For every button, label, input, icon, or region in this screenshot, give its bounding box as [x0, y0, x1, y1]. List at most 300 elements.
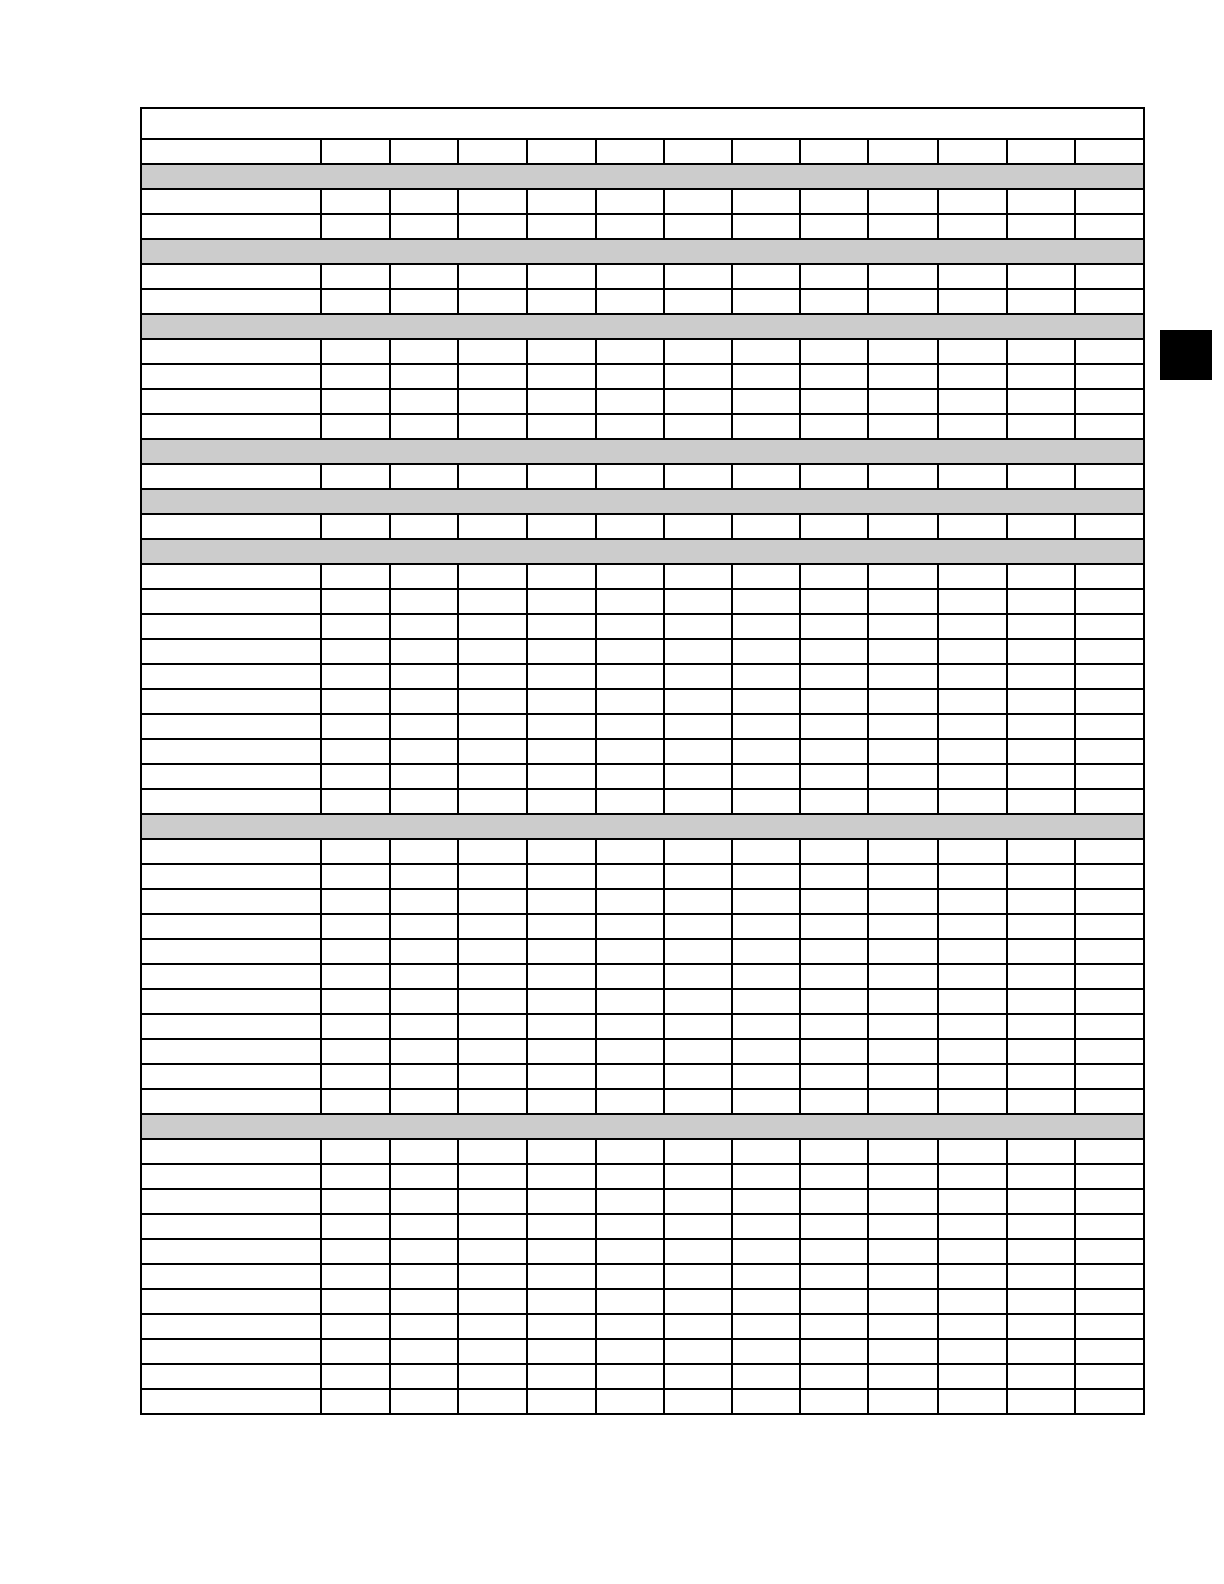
- row-label-cell: [141, 1339, 321, 1364]
- table-cell: [390, 1139, 458, 1164]
- table-cell: [938, 1264, 1007, 1289]
- table-cell: [1075, 1164, 1144, 1189]
- table-cell: [664, 864, 731, 889]
- table-cell: [938, 264, 1007, 289]
- table-cell: [868, 889, 937, 914]
- table-cell: [390, 1189, 458, 1214]
- table-cell: [458, 764, 526, 789]
- table-cell: [1007, 464, 1075, 489]
- row-label-cell: [141, 339, 321, 364]
- table-cell: [596, 764, 664, 789]
- row-label-cell: [141, 789, 321, 814]
- row-label-cell: [141, 464, 321, 489]
- table-cell: [868, 789, 937, 814]
- row-label-cell: [141, 939, 321, 964]
- table-cell: [321, 989, 389, 1014]
- table-cell: [664, 1214, 731, 1239]
- table-cell: [664, 689, 731, 714]
- table-cell: [1007, 914, 1075, 939]
- table-row: [141, 589, 1144, 614]
- table-cell: [938, 689, 1007, 714]
- table-row: [141, 1364, 1144, 1389]
- table-cell: [458, 464, 526, 489]
- table-cell: [1075, 839, 1144, 864]
- table-cell: [1007, 864, 1075, 889]
- table-cell: [596, 614, 664, 639]
- table-cell: [1007, 564, 1075, 589]
- table-cell: [527, 464, 596, 489]
- table-cell: [868, 364, 937, 389]
- table-cell: [868, 1089, 937, 1114]
- table-cell: [868, 614, 937, 639]
- table-cell: [868, 1039, 937, 1064]
- table-cell: [458, 589, 526, 614]
- table-cell: [664, 1189, 731, 1214]
- table-cell: [800, 664, 868, 689]
- row-label-cell: [141, 1039, 321, 1064]
- table-cell: [800, 1139, 868, 1164]
- table-cell: [1007, 1314, 1075, 1339]
- table-cell: [1007, 1139, 1075, 1164]
- table-row: [141, 839, 1144, 864]
- table-cell: [458, 614, 526, 639]
- table-cell: [1075, 1189, 1144, 1214]
- table-cell: [321, 389, 389, 414]
- table-row: [141, 389, 1144, 414]
- table-cell: [938, 589, 1007, 614]
- table-row: [141, 689, 1144, 714]
- table-cell: [1007, 839, 1075, 864]
- table-cell: [596, 1164, 664, 1189]
- table-cell: [868, 1164, 937, 1189]
- table-cell: [868, 564, 937, 589]
- table-cell: [732, 1039, 800, 1064]
- table-cell: [390, 1039, 458, 1064]
- table-row: [141, 1014, 1144, 1039]
- table-cell: [938, 939, 1007, 964]
- table-cell: [1075, 789, 1144, 814]
- section-band-cell: [141, 814, 1144, 839]
- table-cell: [938, 1089, 1007, 1114]
- table-row: [141, 1339, 1144, 1364]
- table-row: [141, 214, 1144, 239]
- table-cell: [938, 189, 1007, 214]
- table-cell: [527, 1339, 596, 1364]
- table-cell: [664, 1064, 731, 1089]
- table-cell: [1007, 414, 1075, 439]
- row-label-cell: [141, 1289, 321, 1314]
- table-cell: [527, 189, 596, 214]
- row-label-cell: [141, 1139, 321, 1164]
- table-cell: [732, 689, 800, 714]
- table-cell: [321, 414, 389, 439]
- table-cell: [938, 764, 1007, 789]
- table-cell: [732, 1089, 800, 1114]
- table-cell: [390, 1289, 458, 1314]
- table-cell: [664, 289, 731, 314]
- table-cell: [458, 689, 526, 714]
- table-cell: [390, 689, 458, 714]
- table-cell: [1007, 1389, 1075, 1414]
- table-cell: [321, 189, 389, 214]
- section-band-row: [141, 439, 1144, 464]
- table-cell: [321, 1039, 389, 1064]
- table-cell: [800, 1389, 868, 1414]
- section-band-cell: [141, 164, 1144, 189]
- table-cell: [527, 1189, 596, 1214]
- table-cell: [321, 964, 389, 989]
- table-cell: [527, 414, 596, 439]
- table-cell: [868, 1364, 937, 1389]
- table-cell: [868, 664, 937, 689]
- table-cell: [458, 1164, 526, 1189]
- table-cell: [664, 1339, 731, 1364]
- table-cell: [732, 1014, 800, 1039]
- table-cell: [1007, 514, 1075, 539]
- table-cell: [390, 1064, 458, 1089]
- table-cell: [321, 839, 389, 864]
- table-cell: [1007, 1164, 1075, 1189]
- table-cell: [868, 1139, 937, 1164]
- table-cell: [596, 1389, 664, 1414]
- table-cell: [1075, 989, 1144, 1014]
- row-label-cell: [141, 189, 321, 214]
- table-cell: [527, 1089, 596, 1114]
- table-row: [141, 864, 1144, 889]
- table-cell: [390, 664, 458, 689]
- table-cell: [938, 1214, 1007, 1239]
- table-cell: [1075, 139, 1144, 164]
- table-cell: [1007, 764, 1075, 789]
- table-cell: [664, 514, 731, 539]
- table-cell: [938, 1064, 1007, 1089]
- table-cell: [596, 564, 664, 589]
- table-cell: [458, 214, 526, 239]
- table-cell: [390, 864, 458, 889]
- table-cell: [390, 1364, 458, 1389]
- section-band-row: [141, 814, 1144, 839]
- table-cell: [596, 964, 664, 989]
- table-cell: [868, 964, 937, 989]
- table-cell: [458, 1064, 526, 1089]
- table-cell: [868, 989, 937, 1014]
- table-cell: [732, 739, 800, 764]
- table-cell: [458, 1389, 526, 1414]
- table-row: [141, 1239, 1144, 1264]
- table-cell: [732, 889, 800, 914]
- table-cell: [527, 964, 596, 989]
- table-cell: [664, 1314, 731, 1339]
- table-cell: [527, 1214, 596, 1239]
- table-title: [141, 108, 1144, 139]
- table-cell: [732, 414, 800, 439]
- table-cell: [596, 1214, 664, 1239]
- table-cell: [868, 839, 937, 864]
- table-cell: [390, 214, 458, 239]
- table-cell: [596, 464, 664, 489]
- table-cell: [664, 939, 731, 964]
- table-cell: [527, 1389, 596, 1414]
- table-row: [141, 1164, 1144, 1189]
- table-cell: [527, 914, 596, 939]
- table-cell: [664, 639, 731, 664]
- table-cell: [390, 414, 458, 439]
- table-cell: [938, 1189, 1007, 1214]
- table-row: [141, 939, 1144, 964]
- table-row: [141, 364, 1144, 389]
- table-cell: [458, 864, 526, 889]
- table-cell: [321, 1314, 389, 1339]
- table-cell: [800, 589, 868, 614]
- table-cell: [390, 564, 458, 589]
- table-cell: [1007, 1364, 1075, 1389]
- table-cell: [938, 564, 1007, 589]
- table-cell: [800, 689, 868, 714]
- row-label-cell: [141, 1264, 321, 1289]
- table-cell: [1075, 1014, 1144, 1039]
- row-label-cell: [141, 1164, 321, 1189]
- table-row: [141, 1089, 1144, 1114]
- table-cell: [938, 864, 1007, 889]
- table-row: [141, 1289, 1144, 1314]
- table-cell: [390, 289, 458, 314]
- table-row: [141, 789, 1144, 814]
- table-cell: [1075, 414, 1144, 439]
- table-cell: [938, 1289, 1007, 1314]
- table-cell: [868, 1389, 937, 1414]
- row-label-cell: [141, 864, 321, 889]
- table-cell: [938, 914, 1007, 939]
- table-cell: [1075, 514, 1144, 539]
- table-cell: [596, 339, 664, 364]
- table-cell: [390, 964, 458, 989]
- table-cell: [527, 289, 596, 314]
- table-cell: [800, 964, 868, 989]
- table-cell: [458, 1139, 526, 1164]
- table-cell: [596, 389, 664, 414]
- table-row: [141, 964, 1144, 989]
- row-label-cell: [141, 1014, 321, 1039]
- table-cell: [1075, 664, 1144, 689]
- section-band-row: [141, 539, 1144, 564]
- table-cell: [458, 1339, 526, 1364]
- table-cell: [458, 139, 526, 164]
- table-cell: [800, 639, 868, 664]
- row-label-cell: [141, 1064, 321, 1089]
- table-cell: [390, 1389, 458, 1414]
- section-band-row: [141, 1114, 1144, 1139]
- table-cell: [321, 214, 389, 239]
- table-cell: [800, 764, 868, 789]
- table-cell: [664, 414, 731, 439]
- table-cell: [596, 889, 664, 914]
- table-cell: [596, 1064, 664, 1089]
- table-cell: [800, 1014, 868, 1039]
- table-cell: [732, 1139, 800, 1164]
- table-cell: [596, 1039, 664, 1064]
- table-cell: [800, 1339, 868, 1364]
- table-cell: [321, 1214, 389, 1239]
- table-cell: [868, 639, 937, 664]
- table-row: [141, 514, 1144, 539]
- section-band-row: [141, 314, 1144, 339]
- table-row: [141, 1139, 1144, 1164]
- table-cell: [596, 139, 664, 164]
- table-cell: [664, 464, 731, 489]
- table-cell: [1075, 589, 1144, 614]
- table-cell: [390, 1014, 458, 1039]
- table-cell: [868, 464, 937, 489]
- table-cell: [596, 639, 664, 664]
- table-cell: [938, 789, 1007, 814]
- table-cell: [527, 864, 596, 889]
- table-cell: [321, 1064, 389, 1089]
- table-cell: [732, 339, 800, 364]
- table-cell: [458, 1039, 526, 1064]
- table-cell: [1007, 1339, 1075, 1364]
- table-cell: [458, 1214, 526, 1239]
- table-row: [141, 889, 1144, 914]
- table-cell: [390, 1089, 458, 1114]
- table-cell: [800, 839, 868, 864]
- table-cell: [458, 789, 526, 814]
- table-cell: [321, 1089, 389, 1114]
- table-cell: [732, 864, 800, 889]
- table-cell: [527, 1264, 596, 1289]
- table-cell: [458, 664, 526, 689]
- table-cell: [321, 614, 389, 639]
- table-cell: [732, 1064, 800, 1089]
- table-cell: [664, 664, 731, 689]
- table-cell: [390, 1214, 458, 1239]
- table-row: [141, 1039, 1144, 1064]
- table-cell: [390, 464, 458, 489]
- table-cell: [1075, 289, 1144, 314]
- table-cell: [390, 839, 458, 864]
- table-cell: [527, 614, 596, 639]
- table-cell: [868, 1264, 937, 1289]
- table-cell: [732, 139, 800, 164]
- table-cell: [1075, 339, 1144, 364]
- table-cell: [1075, 189, 1144, 214]
- section-band-cell: [141, 439, 1144, 464]
- table-cell: [800, 864, 868, 889]
- table-cell: [596, 1139, 664, 1164]
- table-cell: [732, 1164, 800, 1189]
- table-cell: [321, 789, 389, 814]
- table-cell: [1075, 864, 1144, 889]
- table-cell: [390, 139, 458, 164]
- table-cell: [732, 614, 800, 639]
- table-cell: [800, 514, 868, 539]
- table-cell: [1007, 614, 1075, 639]
- table-cell: [321, 514, 389, 539]
- table-cell: [800, 139, 868, 164]
- table-cell: [664, 889, 731, 914]
- table-cell: [664, 1264, 731, 1289]
- table-cell: [596, 839, 664, 864]
- table-cell: [1075, 264, 1144, 289]
- table-cell: [458, 264, 526, 289]
- table-cell: [527, 639, 596, 664]
- table-cell: [390, 364, 458, 389]
- table-cell: [458, 389, 526, 414]
- table-cell: [664, 589, 731, 614]
- table-cell: [390, 1264, 458, 1289]
- table-cell: [1075, 564, 1144, 589]
- table-cell: [800, 989, 868, 1014]
- table-cell: [800, 1364, 868, 1389]
- table-cell: [938, 214, 1007, 239]
- table-cell: [938, 339, 1007, 364]
- table-cell: [527, 989, 596, 1014]
- table-cell: [321, 1389, 389, 1414]
- table-cell: [527, 739, 596, 764]
- table-cell: [321, 1239, 389, 1264]
- table-cell: [527, 889, 596, 914]
- table-row: [141, 1389, 1144, 1414]
- table-cell: [732, 989, 800, 1014]
- table-cell: [938, 964, 1007, 989]
- table-cell: [800, 389, 868, 414]
- table-row: [141, 914, 1144, 939]
- table-cell: [321, 689, 389, 714]
- table-cell: [800, 564, 868, 589]
- table-cell: [868, 589, 937, 614]
- table-cell: [1075, 714, 1144, 739]
- table-cell: [321, 1014, 389, 1039]
- table-cell: [390, 914, 458, 939]
- table-cell: [732, 839, 800, 864]
- table-cell: [321, 1339, 389, 1364]
- table-cell: [321, 564, 389, 589]
- table-cell: [868, 1289, 937, 1314]
- table-cell: [868, 914, 937, 939]
- table-cell: [868, 1214, 937, 1239]
- table-row: [141, 189, 1144, 214]
- table-cell: [1075, 1214, 1144, 1239]
- table-cell: [321, 1264, 389, 1289]
- table-cell: [390, 389, 458, 414]
- table-cell: [664, 189, 731, 214]
- header-row: [141, 139, 1144, 164]
- table-cell: [938, 139, 1007, 164]
- table-cell: [458, 964, 526, 989]
- table-cell: [800, 1264, 868, 1289]
- table-cell: [527, 264, 596, 289]
- table-cell: [732, 264, 800, 289]
- table-cell: [596, 914, 664, 939]
- section-band-row: [141, 489, 1144, 514]
- table-cell: [458, 514, 526, 539]
- table-row: [141, 289, 1144, 314]
- table-cell: [321, 889, 389, 914]
- table-cell: [458, 414, 526, 439]
- row-label-cell: [141, 839, 321, 864]
- table-cell: [938, 1139, 1007, 1164]
- table-cell: [1007, 1014, 1075, 1039]
- table-cell: [868, 1239, 937, 1264]
- table-cell: [938, 1164, 1007, 1189]
- table-cell: [321, 739, 389, 764]
- table-cell: [596, 514, 664, 539]
- table-cell: [1075, 1089, 1144, 1114]
- table-cell: [1075, 964, 1144, 989]
- table-cell: [800, 339, 868, 364]
- table-cell: [1007, 1239, 1075, 1264]
- table-cell: [664, 389, 731, 414]
- table-cell: [458, 564, 526, 589]
